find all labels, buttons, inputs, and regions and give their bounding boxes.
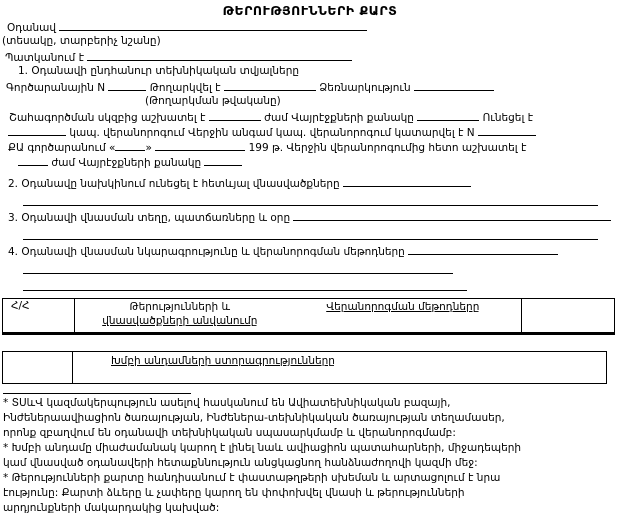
form-line	[0, 109, 620, 124]
document-title: ԹԵՐՈՒԹՅՈՒՆՆԵՐԻ ՔԱՐՏ	[222, 3, 398, 18]
form-text: Գործարանային N	[6, 82, 109, 94]
form-line	[0, 124, 620, 139]
blank-field	[23, 228, 598, 240]
blank-field	[414, 79, 494, 91]
form-text: Ձեռնարկություն	[315, 82, 414, 94]
form-line	[0, 209, 620, 224]
defects-header-line1: Թերությունների և	[129, 301, 231, 313]
footnote-line: * ՏՍևՎ կազմակերպություն ասելով հասկանում են Ավիատեխնիկական բազայի,	[3, 397, 451, 409]
blank-field	[115, 139, 145, 151]
footnote-line: որոնք զբաղվում են օդանավի տեխնիկական սպասարկմամբ և վերանորոգմամբ:	[3, 427, 456, 439]
footnote-line: * Խմբի անդամը միաժամանակ կարող է լինել նաև ավիացիոն պատահարների, միջադեպերի	[3, 442, 522, 454]
form-text: 199 թ. Վերջին վերանորոգումից հետո աշխատել է	[245, 142, 527, 154]
form-text: 2. Օդանավը նախկինում ունեցել է հետևյալ վնասվածքները	[8, 178, 344, 190]
number-column-header: Հ/Հ	[11, 300, 30, 312]
methods-column-header: Վերանորոգման մեթոդները	[326, 301, 480, 313]
form-text: (տեսակը, տարբերիչ նշանը)	[2, 35, 161, 47]
form-line	[0, 94, 620, 109]
blank-field	[23, 262, 453, 274]
blank-field	[293, 209, 611, 221]
form-line	[0, 243, 620, 258]
form-text: ՔԱ գործարանում «	[8, 142, 116, 154]
blank-field	[23, 279, 467, 291]
footnote-line: էությունը: Քարտի ձևերը և չափերը կարող են փոփոխվել վնասի և թերությունների	[3, 487, 465, 499]
defects-column-header	[75, 300, 285, 332]
blank-field	[417, 109, 479, 121]
form-text: Շահագործման սկզբից աշխատել է	[9, 112, 209, 124]
form-text: 1. Օդանավի ընդհանուր տեխնիկական տվյալները	[18, 65, 300, 77]
form-line	[0, 279, 620, 294]
form-text: Ունեցել է	[479, 112, 534, 124]
form-line	[0, 262, 620, 277]
footnote-line: կամ վնասված օդանավերի հետաքննություն անցկացնող հանձնաժողովի կազմի մեջ:	[3, 457, 478, 469]
signatures-table	[2, 351, 607, 384]
blank-field	[224, 79, 316, 91]
signatures-table-empty-cell	[3, 352, 73, 383]
defects-table-empty-column	[522, 299, 614, 332]
form-line	[0, 139, 620, 154]
blank-field	[59, 19, 367, 31]
defects-header-line2: վնասվածքների անվանումը	[102, 315, 258, 327]
form-text: Թողարկվել է	[146, 82, 224, 94]
form-line	[0, 154, 620, 169]
footnote-line: Ինժեներաավիացիոն ծառայության, Ինժեներա-տեխնիկական ծառայության տեղամասեր,	[3, 412, 505, 424]
form-text: (Թողարկման թվականը)	[145, 95, 281, 107]
form-line	[0, 228, 620, 243]
blank-field	[209, 109, 261, 121]
form-line	[0, 194, 620, 209]
defects-table-number-column	[3, 299, 75, 332]
form-text: ժամ Վայրէջքների քանակը	[48, 157, 205, 169]
footnotes	[3, 396, 620, 516]
form-text: ժամ Վայրէջքների քանակը	[260, 112, 418, 124]
footnote-separator	[3, 393, 191, 394]
form-line	[0, 175, 620, 190]
blank-field	[108, 79, 146, 91]
blank-field	[87, 49, 352, 61]
form-line	[0, 34, 620, 49]
blank-field	[8, 124, 66, 136]
form-text: 3. Օդանավի վնասման տեղը, պատճառները և օրը	[8, 212, 294, 224]
blank-field	[204, 154, 242, 166]
defects-table-header-cell	[75, 299, 522, 332]
signatures-cell	[73, 352, 606, 383]
blank-field	[18, 154, 48, 166]
signatures-label: Խմբի անդամների ստորագրությունները	[111, 355, 335, 367]
form-line	[0, 49, 620, 64]
footnote-line: արդյունքների մակարդակից կախված:	[3, 502, 220, 514]
footnote-line: * Թերությունների քարտը հանդիսանում է փաստաթղթերի սխեման և արտացոլում է նրա	[3, 472, 501, 484]
form-text: Օդանավ	[7, 22, 60, 34]
blank-field	[408, 243, 558, 255]
blank-field	[343, 175, 471, 187]
form-line	[0, 64, 620, 79]
blank-field	[23, 194, 598, 206]
defects-table	[2, 298, 615, 335]
form-text: 4. Օդանավի վնասման նկարագրությունը և վերանորոգման մեթոդները	[8, 246, 409, 258]
form-body	[0, 19, 620, 294]
blank-field	[155, 139, 245, 151]
form-text: Պատկանում է	[5, 52, 88, 64]
form-text: »	[145, 142, 156, 154]
blank-field	[478, 124, 536, 136]
form-line	[0, 79, 620, 94]
form-line	[0, 19, 620, 34]
form-text: կապ. վերանորոգում Վերջին անգամ կապ. վերանորոգում կատարվել է N	[66, 127, 478, 139]
